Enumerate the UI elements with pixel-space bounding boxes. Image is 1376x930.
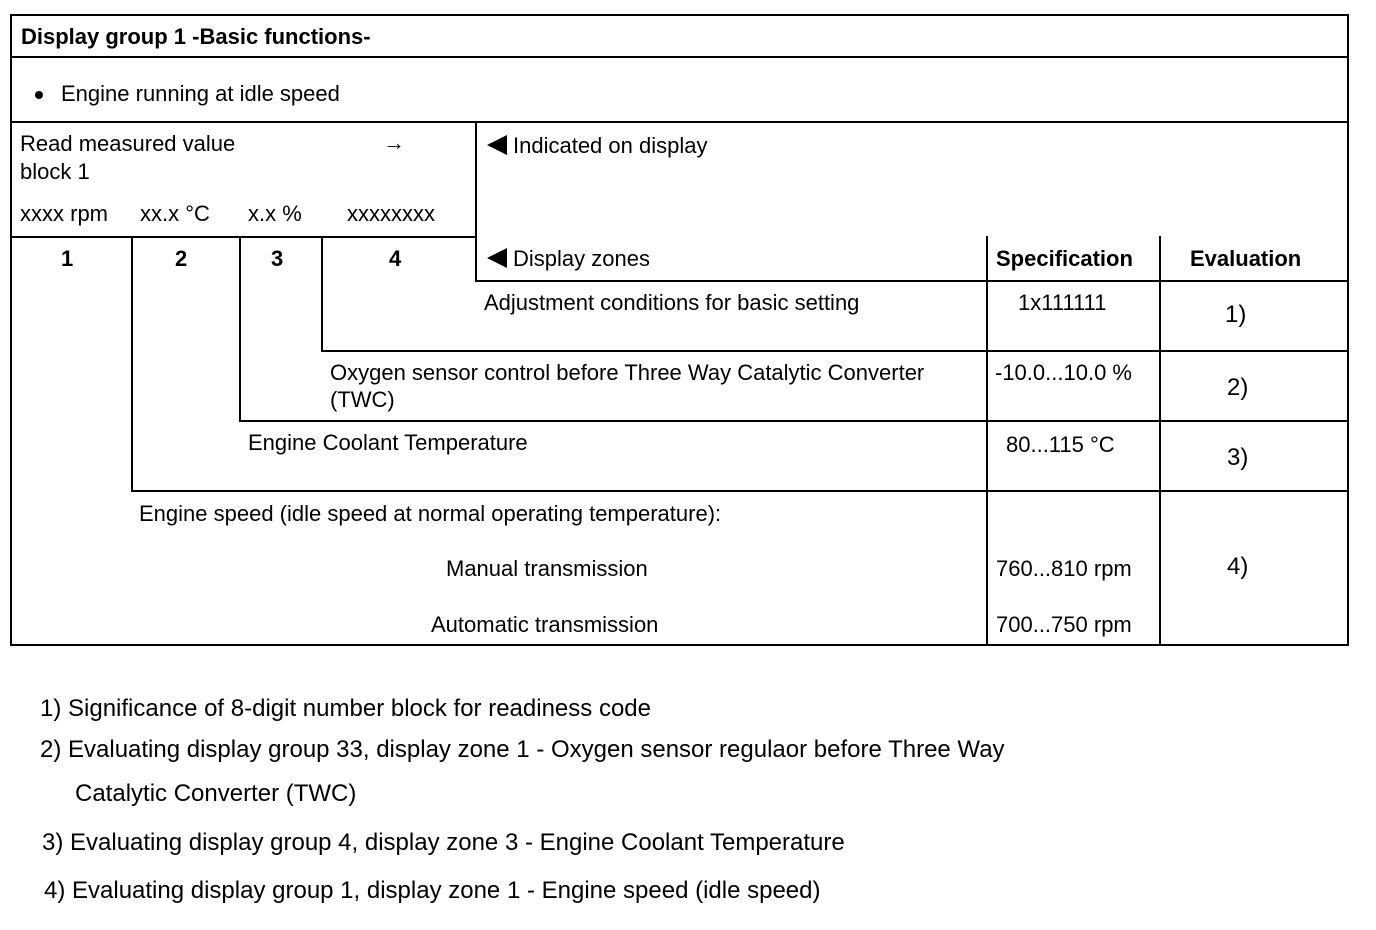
divider xyxy=(986,236,988,646)
row-1-spec: 1x111111 xyxy=(1018,290,1107,315)
row-2-spec: -10.0...10.0 % xyxy=(995,360,1132,385)
bullet-icon xyxy=(35,86,43,104)
row-4-sub-1-label: Manual transmission xyxy=(446,556,648,581)
sample-value-1: xxxx rpm xyxy=(20,201,108,226)
indicated-label: Indicated on display xyxy=(487,133,707,159)
eval-header: Evaluation xyxy=(1190,246,1302,271)
row-3-desc: Engine Coolant Temperature xyxy=(248,430,528,455)
sample-value-2: xx.x °C xyxy=(140,201,210,226)
row-4-sub-2-label: Automatic transmission xyxy=(431,612,659,637)
row-4-eval: 4) xyxy=(1227,553,1249,580)
divider xyxy=(475,121,477,281)
divider xyxy=(10,56,1349,58)
row-4-desc: Engine speed (idle speed at normal operating temperature): xyxy=(139,501,722,526)
read-block-line2: block 1 xyxy=(20,159,90,184)
divider xyxy=(10,121,1349,123)
pointer-left-icon xyxy=(487,248,507,268)
sample-value-3: x.x % xyxy=(248,201,302,226)
row-1-eval: 1) xyxy=(1225,301,1247,328)
border-right xyxy=(1347,14,1349,646)
row-3-eval: 3) xyxy=(1227,444,1249,471)
row-2-eval: 2) xyxy=(1227,374,1249,401)
spec-header: Specification xyxy=(996,246,1133,271)
row-4-sub-1-spec: 760...810 rpm xyxy=(996,556,1132,581)
divider xyxy=(239,236,241,422)
sample-value-4: xxxxxxxx xyxy=(347,201,435,226)
zone-number-2: 2 xyxy=(175,246,188,271)
pointer-left-icon xyxy=(487,135,507,155)
border-left xyxy=(10,14,12,646)
footnote-2: 2) Evaluating display group 33, display zone 1 - Oxygen sensor regulaor before Three Way xyxy=(40,736,1005,763)
border-bottom xyxy=(10,644,1349,646)
divider xyxy=(1159,236,1161,646)
footnote-4: 4) Evaluating display group 1, display zone 1 - Engine speed (idle speed) xyxy=(44,877,821,904)
divider xyxy=(321,236,323,352)
display-zones-label: Display zones xyxy=(487,246,650,272)
table-title: Display group 1 -Basic functions- xyxy=(21,24,371,49)
row-2-desc-line1: Oxygen sensor control before Three Way Catalytic Converter xyxy=(330,360,925,385)
zone-number-1: 1 xyxy=(61,246,74,271)
zone-number-4: 4 xyxy=(389,246,402,271)
divider xyxy=(239,420,1349,422)
divider xyxy=(10,236,477,238)
arrow-right-icon: → xyxy=(383,130,405,155)
border-top xyxy=(10,14,1349,16)
divider xyxy=(321,350,1349,352)
divider xyxy=(131,490,1349,492)
footnote-3: 3) Evaluating display group 4, display zone 3 - Engine Coolant Temperature xyxy=(42,829,845,856)
condition-text: Engine running at idle speed xyxy=(61,81,340,106)
row-4-sub-2-spec: 700...750 rpm xyxy=(996,612,1132,637)
read-block-line1: Read measured value xyxy=(20,131,236,156)
row-2-desc-line2: (TWC) xyxy=(330,387,395,412)
row-1-desc: Adjustment conditions for basic setting xyxy=(484,290,860,315)
zone-number-3: 3 xyxy=(271,246,284,271)
divider xyxy=(475,280,1349,282)
footnote-2-continued: Catalytic Converter (TWC) xyxy=(75,780,357,807)
divider xyxy=(131,236,133,492)
row-3-spec: 80...115 °C xyxy=(1006,432,1115,457)
footnote-1: 1) Significance of 8-digit number block for readiness code xyxy=(40,695,651,722)
